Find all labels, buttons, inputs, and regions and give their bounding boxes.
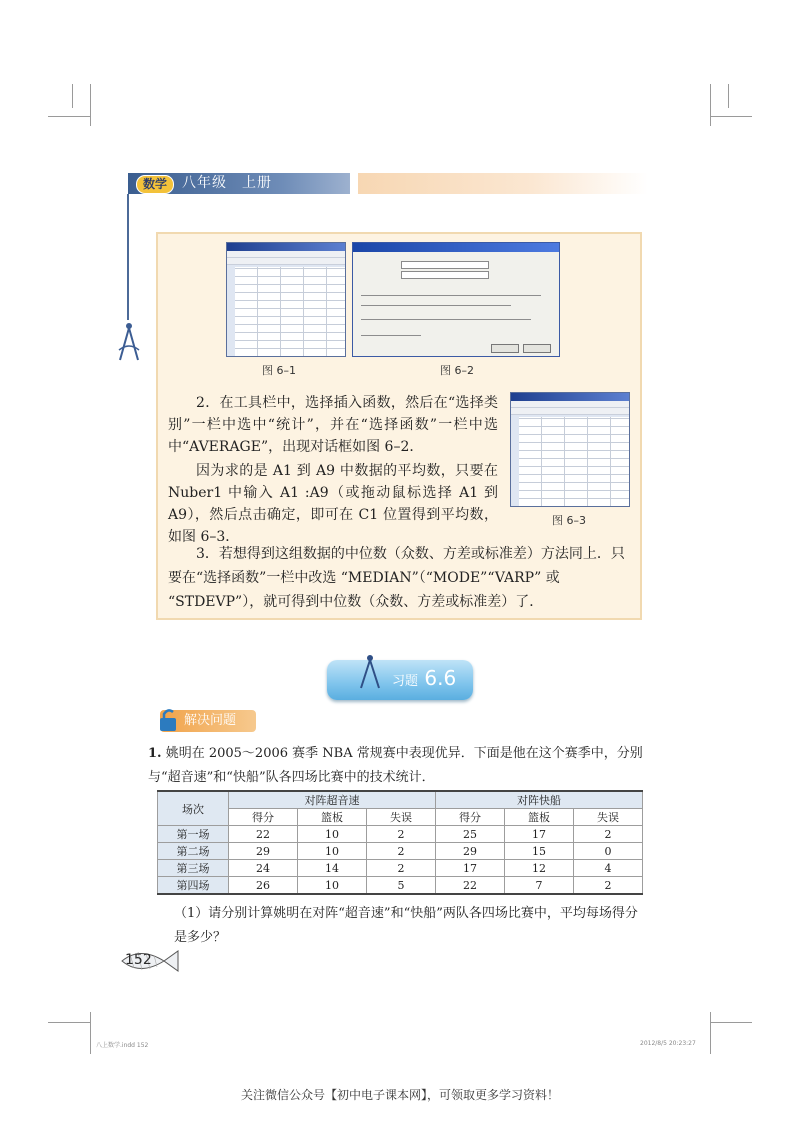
table-col-header: 篮板 xyxy=(298,809,367,826)
figure-caption: 图 6–2 xyxy=(440,364,474,377)
table-row xyxy=(158,843,643,860)
table-cell: 22 xyxy=(229,826,298,843)
table-col-header: 失误 xyxy=(367,809,436,826)
margin-line xyxy=(127,194,129,320)
table-cell: 24 xyxy=(229,860,298,877)
header-gradient xyxy=(358,173,648,194)
table-cell: 10 xyxy=(298,826,367,843)
sub-question: （1）请分别计算姚明在对阵“超音速”和“快船”两队各四场比赛中，平均每场得分是多少？ xyxy=(174,906,638,945)
table-row xyxy=(158,860,643,877)
table-cell: 14 xyxy=(298,860,367,877)
crop-mark xyxy=(728,84,729,108)
table-cell: 26 xyxy=(229,877,298,895)
excel-screenshot-fig1 xyxy=(226,242,346,357)
paragraph: 2．在工具栏中，选择插入函数，然后在“选择类别”一栏中选中“统计”，并在“选择函数”一栏中选中“AVERAGE”，出现对话框如图 6–2． xyxy=(168,395,498,455)
table-cell: 2 xyxy=(367,860,436,877)
table-cell: 17 xyxy=(436,860,505,877)
table-row xyxy=(158,877,643,895)
compass-icon xyxy=(116,320,142,364)
compass-icon xyxy=(355,652,385,692)
table-row xyxy=(158,826,643,843)
table-cell: 22 xyxy=(436,877,505,895)
figure-caption: 图 6–3 xyxy=(552,514,586,527)
table-cell: 15 xyxy=(505,843,574,860)
crop-mark xyxy=(90,84,91,126)
row-label: 第二场 xyxy=(158,843,229,860)
row-label: 第三场 xyxy=(158,860,229,877)
question-text xyxy=(148,742,648,790)
table-cell: 29 xyxy=(436,843,505,860)
table-col-header: 得分 xyxy=(436,809,505,826)
table-group-header: 对阵快船 xyxy=(436,791,643,809)
lock-icon xyxy=(158,708,180,732)
table-cell: 25 xyxy=(436,826,505,843)
crop-mark xyxy=(48,1022,90,1023)
figure-caption: 图 6–1 xyxy=(262,364,296,377)
crop-mark xyxy=(710,1022,752,1023)
section-title: 解决问题 xyxy=(184,713,237,728)
table-group-header: 对阵超音速 xyxy=(229,791,436,809)
crop-mark xyxy=(90,1012,91,1054)
table-cell: 5 xyxy=(367,877,436,895)
table-cell: 2 xyxy=(574,877,643,895)
question-number: 1. xyxy=(148,746,162,761)
table-cell: 10 xyxy=(298,843,367,860)
footer-note: 关注微信公众号【初中电子课本网】，可领取更多学习资料！ xyxy=(240,1088,559,1102)
table-cell: 0 xyxy=(574,843,643,860)
excel-screenshot-fig3 xyxy=(510,392,630,507)
crop-mark xyxy=(710,116,752,117)
crop-mark xyxy=(710,1012,711,1054)
table-col-header: 失误 xyxy=(574,809,643,826)
crop-mark xyxy=(48,116,90,117)
table-cell: 10 xyxy=(298,877,367,895)
table-corner: 场次 xyxy=(158,791,229,826)
table-cell: 2 xyxy=(367,826,436,843)
file-timestamp: 2012/8/5 20:23:27 xyxy=(640,1040,696,1047)
table-cell: 29 xyxy=(229,843,298,860)
table-col-header: 得分 xyxy=(229,809,298,826)
crop-mark xyxy=(72,84,73,108)
question-body: 姚明在 2005～2006 赛季 NBA 常规赛中表现优异．下面是他在这个赛季中，分别与“超音速”和“快船”队各四场比赛中的技术统计． xyxy=(148,746,643,785)
exercise-title: 习题 6.6 xyxy=(392,666,457,690)
paragraph: 因为求的是 A1 到 A9 中数据的平均数，只要在 Nuber1 中输入 A1 :A9（或拖动鼠标选择 A1 到 A9），然后点击确定，即可在 C1 位置得到平均数，如图 6–3． xyxy=(168,463,498,545)
crop-mark xyxy=(710,84,711,126)
grade-label: 八年级 上册 xyxy=(182,175,272,191)
table-cell: 4 xyxy=(574,860,643,877)
table-cell: 12 xyxy=(505,860,574,877)
file-info: 八上数学.indd 152 xyxy=(96,1042,149,1049)
stats-table xyxy=(157,790,643,895)
paragraph: 3．若想得到这组数据的中位数（众数、方差或标准差）方法同上．只要在“选择函数”一栏中改选 “MEDIAN”（“MODE”“VARP” 或 “STDEVP”），就可得到中位数（众数、方差或标准差）了． xyxy=(168,546,625,610)
table-cell: 7 xyxy=(505,877,574,895)
table-cell: 2 xyxy=(367,843,436,860)
table-cell: 17 xyxy=(505,826,574,843)
page-number: 152 xyxy=(125,952,152,968)
table-col-header: 篮板 xyxy=(505,809,574,826)
row-label: 第四场 xyxy=(158,877,229,895)
subject-badge: 数学 xyxy=(136,175,174,194)
function-dialog-fig2 xyxy=(352,242,560,357)
row-label: 第一场 xyxy=(158,826,229,843)
table-cell: 2 xyxy=(574,826,643,843)
